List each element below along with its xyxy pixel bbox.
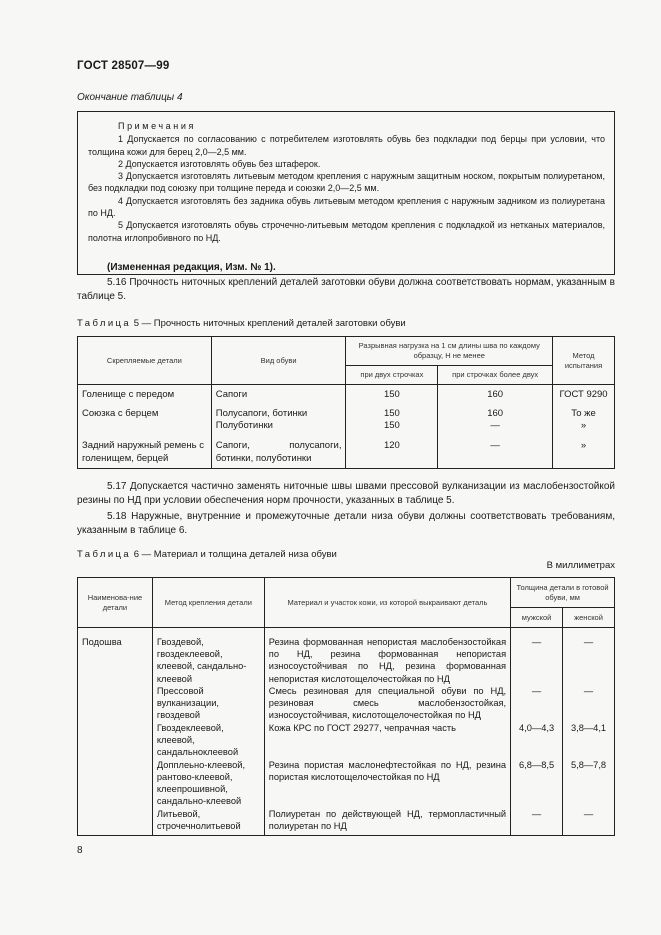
cell-more: — xyxy=(438,420,553,438)
header-more-stitches: при строчках более двух xyxy=(438,366,553,385)
cell-women: 5,8—7,8 xyxy=(563,759,615,808)
cell-parts: Союзка с берцем xyxy=(78,404,212,421)
note-item: 5 Допускается изготовлять обувь строчечно-литьевым методом крепления с подкладкой из нетканых материалов, полотна иглопробивного по НД. xyxy=(88,220,605,243)
header-part-name: Наименова-ние детали xyxy=(78,578,153,628)
cell-material: Кожа КРС по ГОСТ 29277, чепрачная часть xyxy=(264,722,510,759)
cell-men: — xyxy=(511,808,563,836)
notes-title: Примечания xyxy=(118,121,196,131)
header-two-stitches: при двух строчках xyxy=(346,366,438,385)
header-test-method: Метод испытания xyxy=(553,337,615,385)
table-row xyxy=(78,420,615,438)
cell-shoe: Сапоги xyxy=(211,385,346,404)
header-breaking-load: Разрывная нагрузка на 1 см длины шва по каждому образцу, Н не менее xyxy=(346,337,553,366)
cell-name: Подошва xyxy=(78,628,153,685)
paragraph-text: 5.17 Допускается частично заменять ниточные швы швами прессовой вулканизации из маслобензостойкой резины по НД при условии обеспечения норм прочности, указанных в таблице 5. xyxy=(77,481,615,506)
cell-material: Смесь резиновая для специальной обуви по НД, резиновая смесь маслобензостойкая, износоустойчивая, кислотощелочестойкая по НД xyxy=(264,685,510,722)
cell-method: » xyxy=(553,420,615,438)
cell-method: ГОСТ 9290 xyxy=(553,385,615,404)
cell-men: — xyxy=(511,685,563,722)
cell-name xyxy=(78,808,153,836)
cell-men: 6,8—8,5 xyxy=(511,759,563,808)
cell-women: — xyxy=(563,628,615,685)
cell-method: Прессовой вулканизации, гвоздевой xyxy=(152,685,264,722)
cell-two: 150 xyxy=(346,404,438,421)
note-item: 1 Допускается по согласованию с потребителем изготовлять обувь без подкладки под берцы при условии, что толщина кожи для берец 2,0—2,5 мм. xyxy=(88,134,605,157)
cell-more: — xyxy=(438,438,553,468)
cell-name xyxy=(78,722,153,759)
caption-word: Таблица xyxy=(77,318,132,329)
header-shoe-type: Вид обуви xyxy=(211,337,346,385)
cell-material: Резина формованная непористая маслобензостойкая по НД, резина формованная непористая износоустойчивая по НД, резина формованная непористая кислотощелочестойкая по НД xyxy=(264,628,510,685)
header-men: мужской xyxy=(511,608,563,628)
cell-method: Гвоздеклеевой, клеевой, сандальноклеевой xyxy=(152,722,264,759)
note-item: 2 Допускается изготовлять обувь без штаферок. xyxy=(118,158,321,169)
units-label: В миллиметрах xyxy=(546,560,615,571)
cell-method: Литьевой, строчечнолитьевой xyxy=(152,808,264,836)
cell-women: — xyxy=(563,808,615,836)
table6-caption xyxy=(77,549,337,560)
caption-text: 5 — Прочность ниточных креплений деталей заготовки обуви xyxy=(133,318,406,329)
note-item: 4 Допускается изготовлять без задника обувь литьевым методом крепления с наружным задником из полиуретана по НД. xyxy=(88,195,605,219)
cell-method: То же xyxy=(553,404,615,421)
amendment-note: (Измененная редакция, Изм. № 1). xyxy=(107,262,276,273)
notes-box xyxy=(77,111,615,275)
cell-method: Допплеьно-клеевой, рантово-клеевой, клеепрошивной, сандально-клеевой xyxy=(152,759,264,808)
table-row xyxy=(78,628,615,685)
cell-women: 3,8—4,1 xyxy=(563,722,615,759)
header-attachment-method: Метод крепления детали xyxy=(152,578,264,628)
paragraph-5-18 xyxy=(77,510,615,538)
cell-parts xyxy=(78,420,212,438)
cell-men: — xyxy=(511,628,563,685)
cell-shoe: Полусапоги, ботинки xyxy=(211,404,346,421)
cell-more: 160 xyxy=(438,404,553,421)
cell-material: Полиуретан по действующей НД, термопластичный полиуретан по НД xyxy=(264,808,510,836)
table-row xyxy=(78,722,615,759)
cell-method: Гвоздевой, гвоздеклеевой, клеевой, сандально-клеевой xyxy=(152,628,264,685)
caption-word: Таблица xyxy=(77,549,132,560)
table-row xyxy=(78,759,615,808)
standard-number: ГОСТ 28507—99 xyxy=(77,60,170,72)
table-row xyxy=(78,438,615,468)
header-parts: Скрепляемые детали xyxy=(78,337,212,385)
header-thickness: Толщина детали в готовой обуви, мм xyxy=(511,578,615,608)
paragraph-text: 5.18 Наружные, внутренние и промежуточные детали низа обуви должны соответствовать требованиям, указанным в таблице 6. xyxy=(77,511,615,536)
note-item: 3 Допускается изготовлять литьевым методом крепления с наружным защитным носком, покрытым полиуретаном, без подкладки под союзку при толщине переда и союзки 2,0—2,5 мм. xyxy=(88,171,605,194)
header-women: женской xyxy=(563,608,615,628)
paragraph-5-17 xyxy=(77,480,615,508)
cell-two: 120 xyxy=(346,438,438,468)
cell-parts: Задний наружный ремень с голенищем, берцей xyxy=(78,438,212,468)
table-row xyxy=(78,404,615,421)
header-material: Материал и участок кожи, из которой выкраивают деталь xyxy=(264,578,510,628)
table-row xyxy=(78,685,615,722)
cell-shoe: Сапоги, полусапоги, ботинки, полуботинки xyxy=(211,438,346,468)
cell-shoe: Полуботинки xyxy=(211,420,346,438)
table-6 xyxy=(77,577,615,836)
table-continuation-label: Окончание таблицы 4 xyxy=(77,92,183,103)
cell-material: Резина пористая маслонефтестойкая по НД, резина пористая кислотощелочестойкая по НД xyxy=(264,759,510,808)
paragraph-text: 5.16 Прочность ниточных креплений деталей заготовки обуви должна соответствовать нормам, указанным в таблице 5. xyxy=(77,277,615,302)
cell-two: 150 xyxy=(346,385,438,404)
page-number: 8 xyxy=(77,845,83,856)
caption-text: 6 — Материал и толщина деталей низа обуви xyxy=(133,549,337,560)
cell-name xyxy=(78,685,153,722)
cell-two: 150 xyxy=(346,420,438,438)
cell-more: 160 xyxy=(438,385,553,404)
cell-women: — xyxy=(563,685,615,722)
table-5 xyxy=(77,336,615,469)
cell-men: 4,0—4,3 xyxy=(511,722,563,759)
cell-method: » xyxy=(553,438,615,468)
table-row xyxy=(78,808,615,836)
paragraph-5-16 xyxy=(77,276,615,304)
table5-caption xyxy=(77,318,406,329)
table-row xyxy=(78,385,615,404)
cell-name xyxy=(78,759,153,808)
cell-parts: Голенище с передом xyxy=(78,385,212,404)
